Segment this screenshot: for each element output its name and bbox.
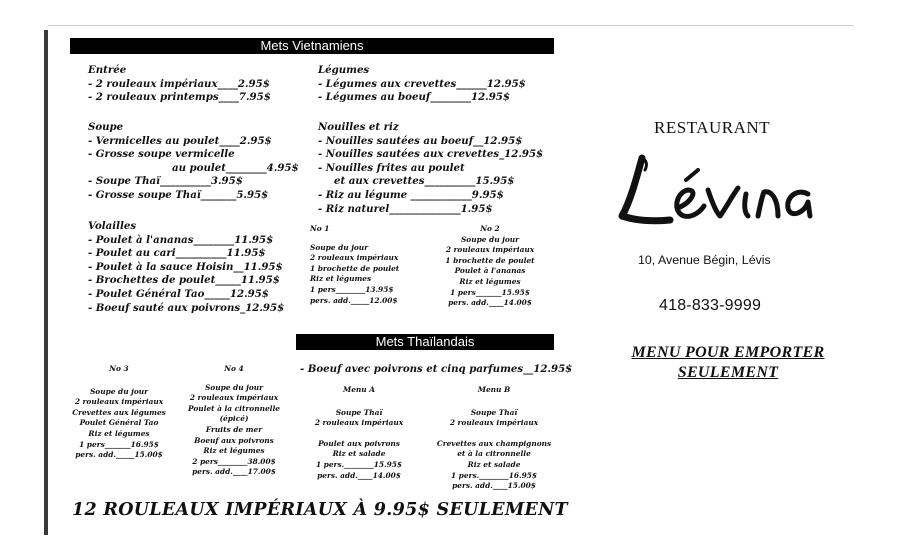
menu-a — [306, 385, 412, 481]
combo-line: Crevettes aux champignons — [436, 438, 552, 448]
combo-line: Soupe du jour — [204, 382, 264, 392]
takeout-line2: SEULEMENT — [677, 364, 779, 381]
combo-line: 2 rouleaux impériaux — [445, 245, 535, 255]
phone-number: 418-833-9999 — [659, 297, 762, 314]
menu-b — [430, 385, 558, 492]
thai-item: - Boeuf avec poivrons et cinq parfumes__12.95$ — [300, 363, 573, 375]
combo-price: pers. add.____17.00$ — [192, 467, 276, 477]
combo-line: Riz et légumes — [459, 276, 521, 286]
nouilles-section — [318, 121, 543, 216]
entree-title: Entrée — [88, 64, 127, 76]
combo-line: Riz et salade — [332, 449, 386, 459]
thai-header: Mets Thaïlandais — [296, 334, 554, 350]
combo-price: pers. add.____15.00$ — [452, 481, 536, 491]
combo-price: 1 pers_______16.95$ — [79, 439, 159, 449]
combo-price: pers. add.____14.00$ — [448, 298, 532, 308]
combo-line: 2 rouleaux impériaux — [189, 393, 279, 403]
combo-line: Soupe du jour — [89, 386, 149, 396]
menu-line: - 2 rouleaux printemps____7.95$ — [88, 91, 271, 104]
combo-line: Boeuf aux poivrons — [194, 435, 274, 445]
menu-line: - Soupe Thaï__________3.95$ — [88, 175, 243, 188]
combo-line: Fruits de mer — [205, 424, 263, 434]
combo-price: 1 pers.________15.95$ — [315, 459, 403, 469]
combo-title: No 2 — [480, 224, 500, 233]
legumes-section — [318, 64, 526, 105]
takeout-notice — [608, 343, 848, 383]
menu-line: - Brochettes de poulet_____11.95$ — [88, 274, 280, 287]
restaurant-logo — [612, 150, 822, 236]
restaurant-label: RESTAURANT — [654, 118, 771, 137]
combo-no3 — [66, 364, 172, 461]
menu-line: et aux crevettes__________15.95$ — [334, 175, 515, 188]
left-border — [44, 30, 48, 535]
combo-line: Soupe Thaï — [335, 407, 383, 417]
soupe-title: Soupe — [88, 121, 124, 133]
combo-line: (épicé) — [219, 414, 249, 424]
menu-line: - Boeuf sauté aux poivrons_12.95$ — [88, 301, 285, 314]
combo-line: 2 rouleaux impériaux — [314, 418, 404, 428]
combo-line: Riz et légumes — [88, 428, 150, 438]
combo-no4 — [178, 364, 290, 478]
combo-price: 1 pers.________16.95$ — [450, 470, 538, 480]
combo-price: 2 pers________38.00$ — [192, 456, 276, 466]
combo-title: No 4 — [224, 364, 244, 373]
combo-line: Soupe du jour — [310, 242, 369, 252]
combo-title: No 3 — [109, 364, 129, 373]
menu-line: au poulet________4.95$ — [172, 161, 299, 174]
menu-line: - Grosse soupe vermicelle — [88, 148, 235, 161]
vietnamese-header: Mets Vietnamiens — [70, 38, 554, 54]
combo-line: Poulet aux poivrons — [318, 438, 400, 448]
combo-line: 2 rouleaux impériaux — [449, 418, 539, 428]
menu-line: - Nouilles frites au poulet — [318, 161, 465, 174]
menu-line: - Grosse soupe Thaï_______5.95$ — [88, 188, 269, 201]
combo-no1 — [310, 224, 399, 306]
volailles-section — [88, 220, 284, 315]
address: 10, Avenue Bégin, Lévis — [638, 253, 771, 267]
menu-line: - Vermicelles au poulet____2.95$ — [88, 134, 272, 147]
combo-line: et à la citronnelle — [457, 449, 531, 459]
menu-line: - Légumes aux crevettes______12.95$ — [318, 77, 526, 90]
combo-line: 1 brochette de poulet — [310, 263, 400, 273]
menu-line: - Poulet à la sauce Hoisin__11.95$ — [88, 260, 283, 273]
combo-line: 2 rouleaux impériaux — [74, 397, 164, 407]
menu-line: - Nouilles sautées aux crevettes_12.95$ — [318, 148, 544, 161]
menu-line: - Poulet au cari__________11.95$ — [88, 247, 266, 260]
combo-price: pers. add._____12.00$ — [310, 295, 398, 305]
volailles-title: Volailles — [88, 220, 137, 232]
combo-price: 1 pers_______15.95$ — [450, 287, 530, 297]
menu-line: - Riz au légume ____________9.95$ — [318, 188, 504, 201]
menu-line: - Nouilles sautées au boeuf__12.95$ — [318, 134, 523, 147]
combo-line: Soupe Thaï — [470, 407, 518, 417]
takeout-line1: MENU POUR EMPORTER — [631, 344, 825, 361]
combo-line: Poulet Général Tao — [79, 418, 159, 428]
combo-line: 1 brochette de poulet — [445, 255, 535, 265]
menu-line: - 2 rouleaux impériaux____2.95$ — [88, 77, 270, 90]
combo-price: pers. add._____15.00$ — [75, 450, 163, 460]
soupe-section — [88, 121, 299, 203]
entree-section — [88, 64, 271, 105]
menu-line: - Riz naturel______________1.95$ — [318, 202, 493, 215]
combo-line: Riz et légumes — [310, 274, 372, 284]
combo-price: 1 pers________13.95$ — [310, 284, 394, 294]
combo-line: Soupe du jour — [460, 234, 520, 244]
combo-line: Riz et légumes — [203, 446, 265, 456]
combo-line: Riz et salade — [467, 459, 521, 469]
menu-line: - Poulet Général Tao_____12.95$ — [88, 287, 269, 300]
combo-line: Poulet à l'ananas — [454, 266, 526, 276]
menu-line: - Légumes au boeuf________12.95$ — [318, 91, 510, 104]
combo-line: Poulet à la citronnelle — [187, 403, 280, 413]
levina-logo — [612, 150, 822, 232]
combo-no2 — [432, 224, 548, 309]
top-divider — [48, 25, 854, 26]
legumes-title: Légumes — [318, 64, 370, 76]
combo-title: Menu A — [343, 385, 375, 394]
combo-title: No 1 — [310, 224, 330, 233]
bottom-promo: 12 ROULEAUX IMPÉRIAUX À 9.95$ SEULEMENT — [72, 500, 568, 520]
combo-line: 2 rouleaux impériaux — [310, 253, 399, 263]
combo-price: pers. add.____14.00$ — [317, 470, 401, 480]
combo-line: Crevettes aux légumes — [72, 407, 166, 417]
combo-title: Menu B — [477, 385, 511, 394]
nouilles-title: Nouilles et riz — [318, 121, 399, 133]
menu-line: - Poulet à l'ananas________11.95$ — [88, 233, 274, 246]
